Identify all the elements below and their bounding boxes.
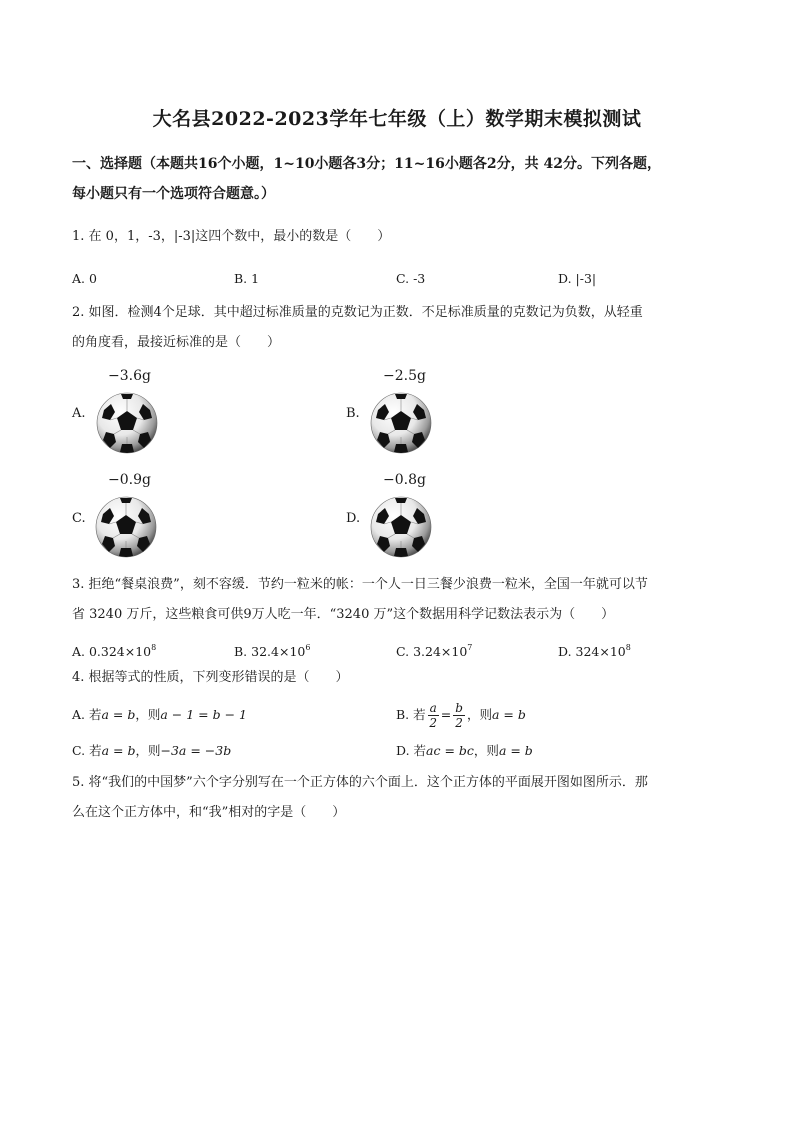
q1-option-d: D. |-3| xyxy=(558,271,597,286)
q5-stem-line-2: 么在这个正方体中，和“我”相对的字是（ ） xyxy=(72,805,346,820)
q4-option-b: B. 若 $\frac{a}{2}$ = $\frac{b}{2}$ ，则a = b xyxy=(396,701,526,730)
soccer-ball-icon xyxy=(96,392,158,454)
q4-option-c: C. 若a = b，则−3a = −3b xyxy=(72,743,232,758)
soccer-ball-icon xyxy=(370,392,432,454)
q1-option-b: B. 1 xyxy=(234,271,260,286)
q1-option-c: C. -3 xyxy=(396,271,426,286)
q1-option-a: A. 0 xyxy=(72,271,97,286)
q2-mass-d: −0.8g xyxy=(383,472,426,488)
soccer-ball-icon xyxy=(95,496,157,558)
q3-stem-line-1: 3. 拒绝“餐桌浪费”，刻不容缓．节约一粒米的帐：一个人一日三餐少浪费一粒米，全国一年就可以节 xyxy=(72,577,648,592)
q4-option-a: A. 若a = b，则a − 1 = b − 1 xyxy=(72,707,247,722)
section-line-1: 一、选择题（本题共16个小题，1~10小题各3分；11~16小题各2分，共 42分。下列各题， xyxy=(72,156,661,172)
q2-label-b: B. xyxy=(346,406,360,421)
q2-mass-a: −3.6g xyxy=(108,368,151,384)
section-heading xyxy=(72,149,726,209)
question-1-stem: 1. 在 0，1，-3，|-3|这四个数中，最小的数是（ ） xyxy=(72,229,391,244)
q3-option-b: B. $32.4\times 10^6$ xyxy=(234,643,311,659)
question-5-stem xyxy=(72,768,726,828)
q3-option-a: A. $0.324\times 10^8$ xyxy=(72,643,157,659)
q2-stem-line-1: 2. 如图．检测4个足球．其中超过标准质量的克数记为正数．不足标准质量的克数记为负数，从轻重 xyxy=(72,305,643,320)
page-title: 大名县2022-2023学年七年级（上）数学期末模拟测试 xyxy=(152,108,642,130)
section-line-2: 每小题只有一个选项符合题意。） xyxy=(72,186,275,202)
q4-option-d: D. 若ac = bc，则a = b xyxy=(396,743,533,758)
q2-mass-c: −0.9g xyxy=(108,472,151,488)
q2-label-c: C. xyxy=(72,511,86,526)
q2-stem-line-2: 的角度看，最接近标准的是（ ） xyxy=(72,335,281,350)
question-4-stem: 4. 根据等式的性质，下列变形错误的是（ ） xyxy=(72,670,349,685)
q5-stem-line-1: 5. 将“我们的中国梦”六个字分别写在一个正方体的六个面上．这个正方体的平面展开图如图所示．那 xyxy=(72,775,648,790)
q2-mass-b: −2.5g xyxy=(383,368,426,384)
q3-stem-line-2: 省 3240 万斤，这些粮食可供9万人吃一年．“3240 万”这个数据用科学记数法表示为（ ） xyxy=(72,607,615,622)
question-2-stem xyxy=(72,298,726,358)
q2-label-d: D. xyxy=(346,511,361,526)
soccer-ball-icon xyxy=(370,496,432,558)
q3-option-d: D. $324\times 10^8$ xyxy=(558,643,631,659)
q3-option-c: C. $3.24\times 10^7$ xyxy=(396,643,473,659)
question-3-stem xyxy=(72,570,726,630)
q2-label-a: A. xyxy=(72,406,86,421)
